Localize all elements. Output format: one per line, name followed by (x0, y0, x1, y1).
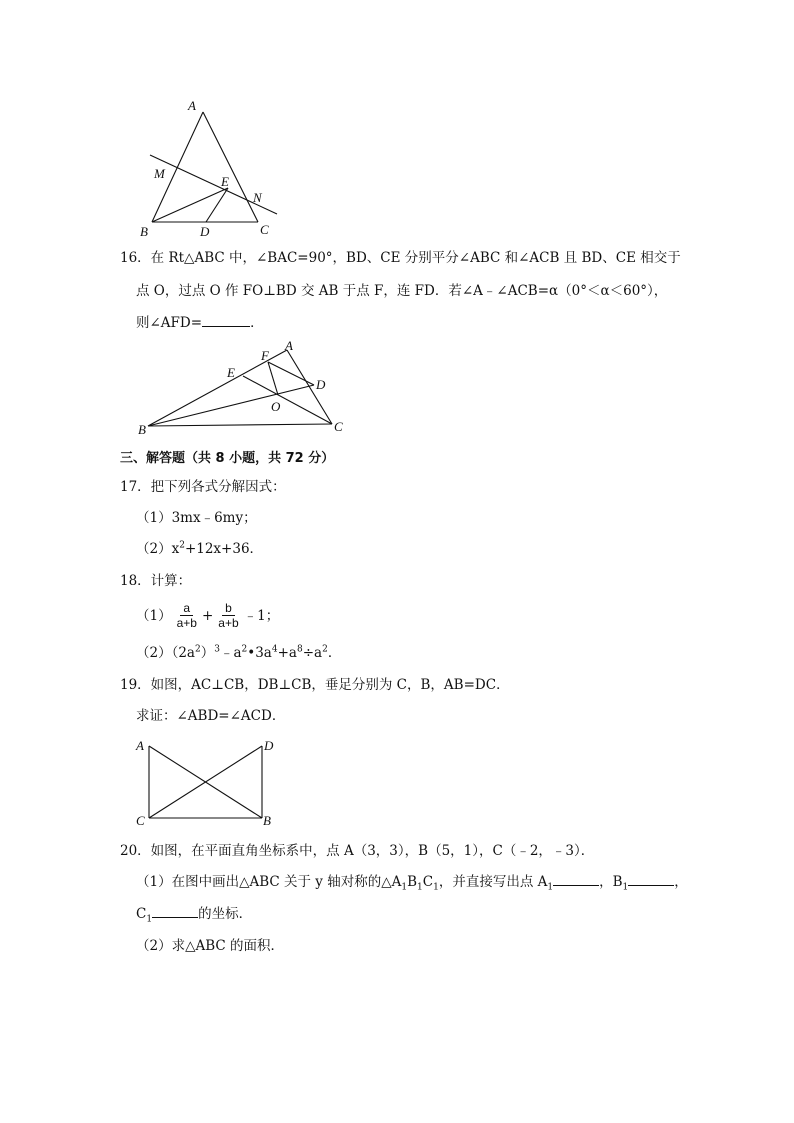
label-N: N (253, 190, 262, 205)
answer-blank-a1[interactable] (553, 873, 599, 886)
label-B: B (140, 224, 148, 239)
answer-blank-c1[interactable] (152, 905, 198, 918)
answer-blank[interactable] (202, 314, 250, 327)
label-C: C (260, 222, 269, 237)
q20-part1: （1）在图中画出△ABC 关于 y 轴对称的$\triangle A_1B_1C_1$，并直接写出点 $A_1$ ，$B_1$ ， (136, 874, 688, 893)
q20-part1-cont: $C_1$ 的坐标． (136, 906, 253, 925)
label-O: O (271, 399, 281, 414)
label-D: D (200, 224, 210, 239)
section-heading: 三、解答题（共 8 小题，共 72 分） (120, 451, 335, 466)
fraction-a-over-a-plus-b: $\frac{a}{a+b}$ (176, 601, 197, 630)
q18-part2: $(2)(2a^2)^3﹣a^2•3a^4+a^8\div a^2$． (136, 644, 342, 661)
q16-line3: 则∠AFD= ． (136, 315, 264, 331)
label-M: M (154, 166, 165, 181)
q17-part1: （1）3mx﹣6my； (136, 510, 257, 526)
label-F: F (261, 348, 269, 363)
q18-part1: （1） $\frac{a}{a+b}$ + $\frac{b}{a+b}$ ﹣1； (136, 601, 280, 630)
q17-part2: $(2)x^2+12x+36$． (136, 540, 264, 557)
q20-part2: （2）求△ABC 的面积． (136, 938, 285, 954)
label-A: A (188, 98, 196, 113)
answer-blank-b1[interactable] (628, 873, 674, 886)
q17-stem: 17．把下列各式分解因式： (120, 479, 286, 495)
q19-stem: 19．如图，AC⊥CB，DB⊥CB，垂足分别为 C，B，AB=DC． (120, 677, 510, 693)
q16-line1: 16．在 Rt△ABC 中，∠BAC=90°，BD、CE 分别平分∠ABC 和∠ACB 且 BD、CE 相交于 (120, 250, 681, 266)
label-B: B (138, 422, 146, 437)
label-B: B (263, 813, 271, 828)
label-C: C (334, 419, 343, 434)
label-E: E (227, 365, 235, 380)
q20-stem: 20．如图，在平面直角坐标系中，点 A（3，3），B（5，1），C（﹣2，﹣3）． (120, 843, 595, 859)
rectangle-figure-q19 (132, 736, 282, 828)
q16-line2: 点 O，过点 O 作 FO⊥BD 交 AB 于点 F，连 FD．若∠A﹣∠ACB=α（0°＜α＜60°）， (136, 283, 668, 299)
label-A: A (285, 338, 293, 353)
label-C: C (136, 813, 145, 828)
fraction-b-over-a-plus-b: $\frac{b}{a+b}$ (218, 601, 239, 630)
label-A: A (136, 738, 144, 753)
triangle-figure-q16 (135, 338, 350, 438)
label-D: D (264, 738, 274, 753)
label-D: D (316, 377, 326, 392)
q18-stem: 18．计算： (120, 573, 192, 589)
label-E: E (221, 174, 229, 189)
q19-prove: 求证：∠ABD=∠ACD． (136, 708, 286, 724)
triangle-figure-q15 (140, 96, 290, 241)
